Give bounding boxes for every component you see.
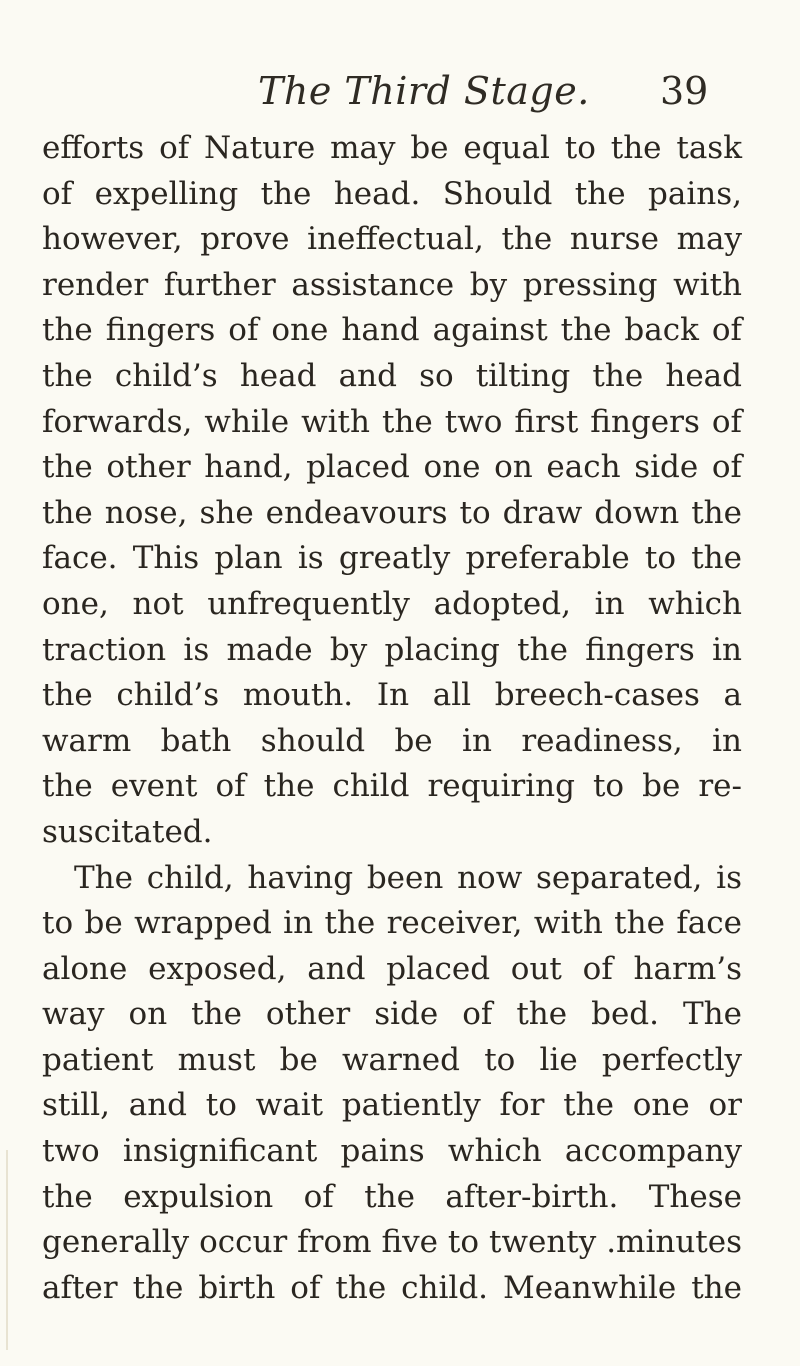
page-header xyxy=(0,66,800,116)
text-line: alone exposed, and placed out of harm’s xyxy=(42,950,742,987)
text-line: the child’s head and so tilting the head xyxy=(42,357,742,394)
text-line: the child’s mouth. In all breech-cases a xyxy=(42,677,742,714)
paragraph-end-line: suscitated. xyxy=(42,813,213,850)
text-line: patient must be warned to lie perfectly xyxy=(42,1041,742,1078)
text-line: render further assistance by pressing with xyxy=(42,266,742,303)
running-title: The Third Stage. xyxy=(258,69,590,113)
text-line: the event of the child requiring to be re- xyxy=(42,768,742,805)
page-number: 39 xyxy=(660,69,709,113)
text-line: the nose, she endeavours to draw down the xyxy=(42,494,742,531)
paragraph-start-line: The child, having been now separated, is xyxy=(74,859,742,896)
text-line: face. This plan is greatly preferable to the xyxy=(42,540,742,577)
text-line: the fingers of one hand against the back of xyxy=(42,312,742,349)
text-line: efforts of Nature may be equal to the task xyxy=(42,130,742,166)
text-line: way on the other side of the bed. The xyxy=(42,996,742,1033)
text-line: after the birth of the child. Meanwhile the xyxy=(42,1269,742,1306)
text-line: generally occur from five to twenty .minutes xyxy=(42,1224,742,1261)
text-line: forwards, while with the two first fingers of xyxy=(42,403,742,440)
text-line: one, not unfrequently adopted, in which xyxy=(42,585,742,622)
body-text xyxy=(42,126,742,1311)
text-line: warm bath should be in readiness, in xyxy=(42,722,742,759)
text-line: to be wrapped in the receiver, with the face xyxy=(42,905,742,942)
text-line: two insignificant pains which accompany xyxy=(42,1133,742,1170)
text-line: the expulsion of the after-birth. These xyxy=(42,1178,742,1215)
text-line: still, and to wait patiently for the one or xyxy=(42,1087,742,1124)
text-line: however, prove ineffectual, the nurse may xyxy=(42,221,742,258)
text-line: of expelling the head. Should the pains, xyxy=(42,175,742,212)
text-line: traction is made by placing the fingers in xyxy=(42,631,742,668)
text-line: the other hand, placed one on each side of xyxy=(42,449,742,486)
page-edge-shadow xyxy=(6,1150,8,1350)
